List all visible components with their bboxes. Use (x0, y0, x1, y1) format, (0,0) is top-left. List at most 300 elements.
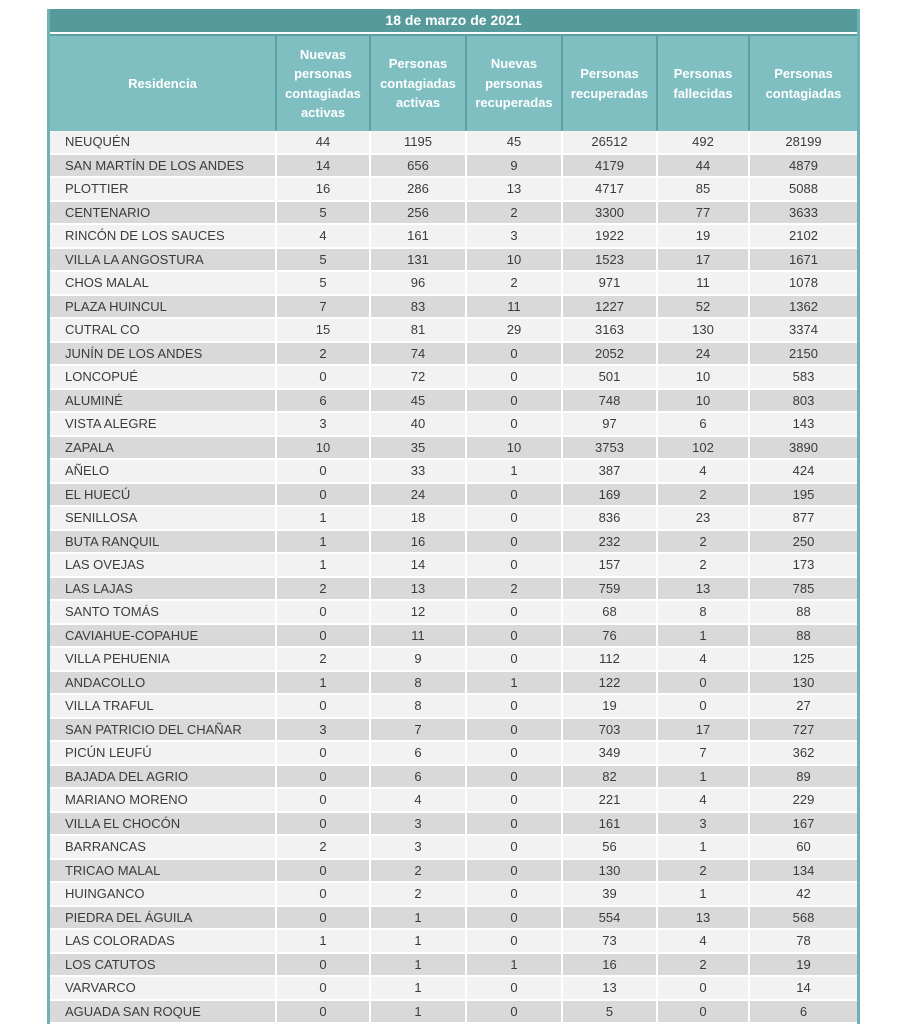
value-cell: 88 (750, 625, 857, 649)
value-cell: 703 (563, 719, 658, 743)
value-cell: 2 (277, 648, 371, 672)
value-cell: 16 (277, 178, 371, 202)
value-cell: 0 (467, 648, 563, 672)
residencia-cell: SAN MARTÍN DE LOS ANDES (50, 155, 277, 179)
value-cell: 0 (467, 860, 563, 884)
residencia-cell: BUTA RANQUIL (50, 531, 277, 555)
value-cell: 554 (563, 907, 658, 931)
value-cell: 5 (277, 202, 371, 226)
value-cell: 195 (750, 484, 857, 508)
value-cell: 0 (467, 766, 563, 790)
value-cell: 40 (371, 413, 467, 437)
value-cell: 4 (371, 789, 467, 813)
value-cell: 748 (563, 390, 658, 414)
value-cell: 2 (371, 883, 467, 907)
table-row (50, 484, 857, 508)
value-cell: 0 (467, 625, 563, 649)
residencia-cell: VILLA LA ANGOSTURA (50, 249, 277, 273)
residencia-cell: PIEDRA DEL ÁGUILA (50, 907, 277, 931)
value-cell: 17 (658, 249, 750, 273)
value-cell: 0 (277, 601, 371, 625)
table-row (50, 437, 857, 461)
value-cell: 5 (277, 272, 371, 296)
value-cell: 134 (750, 860, 857, 884)
value-cell: 3 (277, 413, 371, 437)
value-cell: 13 (371, 578, 467, 602)
value-cell: 14 (371, 554, 467, 578)
value-cell: 0 (467, 789, 563, 813)
value-cell: 0 (277, 907, 371, 931)
value-cell: 0 (467, 813, 563, 837)
value-cell: 0 (467, 507, 563, 531)
value-cell: 0 (277, 813, 371, 837)
value-cell: 9 (371, 648, 467, 672)
value-cell: 1 (467, 672, 563, 696)
value-cell: 1 (371, 907, 467, 931)
table-row (50, 907, 857, 931)
value-cell: 131 (371, 249, 467, 273)
header-cell-3: Nuevas personas recuperadas (467, 36, 563, 131)
table-row (50, 319, 857, 343)
table-row (50, 766, 857, 790)
residencia-cell: ZAPALA (50, 437, 277, 461)
residencia-cell: CHOS MALAL (50, 272, 277, 296)
table-row (50, 601, 857, 625)
table-row (50, 272, 857, 296)
value-cell: 4 (658, 789, 750, 813)
value-cell: 16 (563, 954, 658, 978)
value-cell: 13 (467, 178, 563, 202)
value-cell: 1 (658, 625, 750, 649)
value-cell: 1 (467, 460, 563, 484)
value-cell: 102 (658, 437, 750, 461)
value-cell: 656 (371, 155, 467, 179)
value-cell: 5 (563, 1001, 658, 1024)
table-row (50, 883, 857, 907)
value-cell: 1 (371, 1001, 467, 1024)
value-cell: 4179 (563, 155, 658, 179)
value-cell: 33 (371, 460, 467, 484)
value-cell: 0 (467, 531, 563, 555)
value-cell: 0 (467, 484, 563, 508)
table-row (50, 578, 857, 602)
table-row (50, 296, 857, 320)
residencia-cell: VILLA TRAFUL (50, 695, 277, 719)
value-cell: 39 (563, 883, 658, 907)
residencia-cell: AÑELO (50, 460, 277, 484)
value-cell: 0 (277, 789, 371, 813)
table-row (50, 554, 857, 578)
value-cell: 10 (277, 437, 371, 461)
residencia-cell: EL HUECÚ (50, 484, 277, 508)
table-row (50, 836, 857, 860)
value-cell: 229 (750, 789, 857, 813)
value-cell: 26512 (563, 131, 658, 155)
value-cell: 5 (277, 249, 371, 273)
value-cell: 112 (563, 648, 658, 672)
value-cell: 11 (371, 625, 467, 649)
value-cell: 0 (467, 836, 563, 860)
value-cell: 971 (563, 272, 658, 296)
value-cell: 7 (277, 296, 371, 320)
value-cell: 4717 (563, 178, 658, 202)
value-cell: 11 (658, 272, 750, 296)
table-row (50, 460, 857, 484)
value-cell: 836 (563, 507, 658, 531)
covid-residencia-table (47, 9, 860, 1024)
table-title-date: 18 de marzo de 2021 (50, 9, 857, 34)
residencia-cell: VISTA ALEGRE (50, 413, 277, 437)
value-cell: 1 (371, 930, 467, 954)
table-row (50, 178, 857, 202)
value-cell: 1 (277, 930, 371, 954)
value-cell: 349 (563, 742, 658, 766)
value-cell: 0 (277, 766, 371, 790)
value-cell: 0 (467, 977, 563, 1001)
value-cell: 0 (277, 484, 371, 508)
value-cell: 24 (658, 343, 750, 367)
value-cell: 0 (467, 413, 563, 437)
value-cell: 97 (563, 413, 658, 437)
value-cell: 250 (750, 531, 857, 555)
value-cell: 2 (277, 836, 371, 860)
table-row (50, 860, 857, 884)
value-cell: 1 (277, 531, 371, 555)
table-row (50, 954, 857, 978)
value-cell: 5088 (750, 178, 857, 202)
value-cell: 387 (563, 460, 658, 484)
value-cell: 1 (277, 672, 371, 696)
value-cell: 3633 (750, 202, 857, 226)
value-cell: 3374 (750, 319, 857, 343)
value-cell: 169 (563, 484, 658, 508)
table-row (50, 249, 857, 273)
value-cell: 3163 (563, 319, 658, 343)
table-row (50, 155, 857, 179)
value-cell: 424 (750, 460, 857, 484)
value-cell: 17 (658, 719, 750, 743)
value-cell: 12 (371, 601, 467, 625)
residencia-cell: ALUMINÉ (50, 390, 277, 414)
table-row (50, 930, 857, 954)
value-cell: 4 (277, 225, 371, 249)
residencia-cell: VILLA PEHUENIA (50, 648, 277, 672)
value-cell: 0 (277, 460, 371, 484)
value-cell: 785 (750, 578, 857, 602)
value-cell: 0 (467, 930, 563, 954)
residencia-cell: VARVARCO (50, 977, 277, 1001)
value-cell: 19 (750, 954, 857, 978)
residencia-cell: LOS CATUTOS (50, 954, 277, 978)
value-cell: 286 (371, 178, 467, 202)
value-cell: 0 (277, 366, 371, 390)
table-row (50, 202, 857, 226)
value-cell: 2 (658, 954, 750, 978)
residencia-cell: NEUQUÉN (50, 131, 277, 155)
value-cell: 0 (658, 672, 750, 696)
value-cell: 2102 (750, 225, 857, 249)
value-cell: 88 (750, 601, 857, 625)
value-cell: 221 (563, 789, 658, 813)
value-cell: 232 (563, 531, 658, 555)
residencia-cell: PLAZA HUINCUL (50, 296, 277, 320)
value-cell: 18 (371, 507, 467, 531)
value-cell: 83 (371, 296, 467, 320)
value-cell: 0 (467, 343, 563, 367)
value-cell: 492 (658, 131, 750, 155)
value-cell: 0 (277, 625, 371, 649)
value-cell: 173 (750, 554, 857, 578)
value-cell: 0 (467, 695, 563, 719)
table-row (50, 343, 857, 367)
value-cell: 52 (658, 296, 750, 320)
value-cell: 6 (371, 742, 467, 766)
value-cell: 0 (467, 883, 563, 907)
value-cell: 6 (371, 766, 467, 790)
value-cell: 2 (658, 531, 750, 555)
residencia-cell: PICÚN LEUFÚ (50, 742, 277, 766)
value-cell: 1 (467, 954, 563, 978)
value-cell: 24 (371, 484, 467, 508)
header-cell-0: Residencia (50, 36, 277, 131)
header-cell-2: Personas contagiadas activas (371, 36, 467, 131)
value-cell: 44 (277, 131, 371, 155)
value-cell: 11 (467, 296, 563, 320)
table-row (50, 695, 857, 719)
value-cell: 14 (750, 977, 857, 1001)
residencia-cell: CAVIAHUE-COPAHUE (50, 625, 277, 649)
value-cell: 10 (467, 249, 563, 273)
value-cell: 8 (658, 601, 750, 625)
value-cell: 76 (563, 625, 658, 649)
value-cell: 35 (371, 437, 467, 461)
value-cell: 10 (658, 390, 750, 414)
residencia-cell: CENTENARIO (50, 202, 277, 226)
value-cell: 28199 (750, 131, 857, 155)
value-cell: 0 (277, 742, 371, 766)
residencia-cell: AGUADA SAN ROQUE (50, 1001, 277, 1024)
value-cell: 1 (371, 954, 467, 978)
value-cell: 3 (658, 813, 750, 837)
table-row (50, 531, 857, 555)
value-cell: 501 (563, 366, 658, 390)
table-row (50, 719, 857, 743)
value-cell: 74 (371, 343, 467, 367)
value-cell: 0 (277, 860, 371, 884)
value-cell: 143 (750, 413, 857, 437)
value-cell: 3 (371, 836, 467, 860)
value-cell: 2 (658, 860, 750, 884)
residencia-cell: SAN PATRICIO DEL CHAÑAR (50, 719, 277, 743)
value-cell: 6 (658, 413, 750, 437)
value-cell: 122 (563, 672, 658, 696)
residencia-cell: LAS LAJAS (50, 578, 277, 602)
value-cell: 15 (277, 319, 371, 343)
value-cell: 72 (371, 366, 467, 390)
value-cell: 1227 (563, 296, 658, 320)
value-cell: 4 (658, 460, 750, 484)
value-cell: 0 (467, 1001, 563, 1024)
value-cell: 4879 (750, 155, 857, 179)
residencia-cell: TRICAO MALAL (50, 860, 277, 884)
value-cell: 2 (658, 554, 750, 578)
value-cell: 6 (750, 1001, 857, 1024)
value-cell: 2 (467, 578, 563, 602)
table-row (50, 390, 857, 414)
table-row (50, 813, 857, 837)
value-cell: 10 (658, 366, 750, 390)
value-cell: 29 (467, 319, 563, 343)
value-cell: 0 (277, 883, 371, 907)
table-row (50, 742, 857, 766)
value-cell: 0 (658, 695, 750, 719)
value-cell: 2 (658, 484, 750, 508)
value-cell: 3 (277, 719, 371, 743)
table-row (50, 648, 857, 672)
value-cell: 89 (750, 766, 857, 790)
value-cell: 16 (371, 531, 467, 555)
value-cell: 7 (371, 719, 467, 743)
value-cell: 1523 (563, 249, 658, 273)
value-cell: 125 (750, 648, 857, 672)
table-row (50, 507, 857, 531)
value-cell: 85 (658, 178, 750, 202)
residencia-cell: LAS COLORADAS (50, 930, 277, 954)
residencia-cell: ANDACOLLO (50, 672, 277, 696)
table-row (50, 625, 857, 649)
residencia-cell: HUINGANCO (50, 883, 277, 907)
residencia-cell: MARIANO MORENO (50, 789, 277, 813)
value-cell: 1922 (563, 225, 658, 249)
value-cell: 167 (750, 813, 857, 837)
value-cell: 78 (750, 930, 857, 954)
value-cell: 2 (277, 578, 371, 602)
value-cell: 3753 (563, 437, 658, 461)
value-cell: 1 (658, 836, 750, 860)
table-body (50, 131, 857, 1024)
value-cell: 4 (658, 930, 750, 954)
value-cell: 0 (467, 719, 563, 743)
residencia-cell: BAJADA DEL AGRIO (50, 766, 277, 790)
value-cell: 0 (658, 977, 750, 1001)
value-cell: 3 (467, 225, 563, 249)
value-cell: 0 (277, 954, 371, 978)
value-cell: 0 (277, 977, 371, 1001)
value-cell: 19 (658, 225, 750, 249)
value-cell: 8 (371, 672, 467, 696)
value-cell: 14 (277, 155, 371, 179)
value-cell: 2150 (750, 343, 857, 367)
value-cell: 583 (750, 366, 857, 390)
value-cell: 161 (371, 225, 467, 249)
value-cell: 0 (658, 1001, 750, 1024)
value-cell: 1 (277, 554, 371, 578)
value-cell: 6 (277, 390, 371, 414)
residencia-cell: BARRANCAS (50, 836, 277, 860)
table-row (50, 789, 857, 813)
value-cell: 161 (563, 813, 658, 837)
value-cell: 1078 (750, 272, 857, 296)
value-cell: 45 (467, 131, 563, 155)
value-cell: 1195 (371, 131, 467, 155)
residencia-cell: LONCOPUÉ (50, 366, 277, 390)
value-cell: 4 (658, 648, 750, 672)
value-cell: 2052 (563, 343, 658, 367)
value-cell: 13 (658, 578, 750, 602)
header-cell-4: Personas recuperadas (563, 36, 658, 131)
residencia-cell: SANTO TOMÁS (50, 601, 277, 625)
value-cell: 45 (371, 390, 467, 414)
value-cell: 68 (563, 601, 658, 625)
value-cell: 0 (467, 366, 563, 390)
value-cell: 0 (277, 695, 371, 719)
value-cell: 44 (658, 155, 750, 179)
value-cell: 256 (371, 202, 467, 226)
value-cell: 130 (658, 319, 750, 343)
value-cell: 56 (563, 836, 658, 860)
table-row (50, 131, 857, 155)
value-cell: 96 (371, 272, 467, 296)
value-cell: 0 (467, 390, 563, 414)
value-cell: 81 (371, 319, 467, 343)
value-cell: 568 (750, 907, 857, 931)
value-cell: 1 (658, 883, 750, 907)
value-cell: 9 (467, 155, 563, 179)
residencia-cell: JUNÍN DE LOS ANDES (50, 343, 277, 367)
value-cell: 803 (750, 390, 857, 414)
header-cell-5: Personas fallecidas (658, 36, 750, 131)
value-cell: 13 (563, 977, 658, 1001)
value-cell: 1362 (750, 296, 857, 320)
residencia-cell: CUTRAL CO (50, 319, 277, 343)
value-cell: 27 (750, 695, 857, 719)
value-cell: 42 (750, 883, 857, 907)
value-cell: 0 (467, 742, 563, 766)
table-row (50, 413, 857, 437)
residencia-cell: SENILLOSA (50, 507, 277, 531)
residencia-cell: PLOTTIER (50, 178, 277, 202)
value-cell: 19 (563, 695, 658, 719)
value-cell: 2 (467, 272, 563, 296)
value-cell: 82 (563, 766, 658, 790)
value-cell: 0 (467, 554, 563, 578)
table-header-row (50, 34, 857, 131)
header-cell-1: Nuevas personas contagiadas activas (277, 36, 371, 131)
value-cell: 759 (563, 578, 658, 602)
table-row (50, 225, 857, 249)
value-cell: 7 (658, 742, 750, 766)
value-cell: 0 (467, 907, 563, 931)
value-cell: 8 (371, 695, 467, 719)
value-cell: 77 (658, 202, 750, 226)
value-cell: 2 (467, 202, 563, 226)
table-row (50, 672, 857, 696)
value-cell: 2 (371, 860, 467, 884)
header-cell-6: Personas contagiadas (765, 66, 842, 101)
residencia-cell: LAS OVEJAS (50, 554, 277, 578)
residencia-cell: RINCÓN DE LOS SAUCES (50, 225, 277, 249)
value-cell: 0 (467, 601, 563, 625)
value-cell: 1671 (750, 249, 857, 273)
value-cell: 13 (658, 907, 750, 931)
value-cell: 60 (750, 836, 857, 860)
value-cell: 130 (563, 860, 658, 884)
value-cell: 3890 (750, 437, 857, 461)
value-cell: 877 (750, 507, 857, 531)
value-cell: 3 (371, 813, 467, 837)
value-cell: 3300 (563, 202, 658, 226)
value-cell: 0 (277, 1001, 371, 1024)
